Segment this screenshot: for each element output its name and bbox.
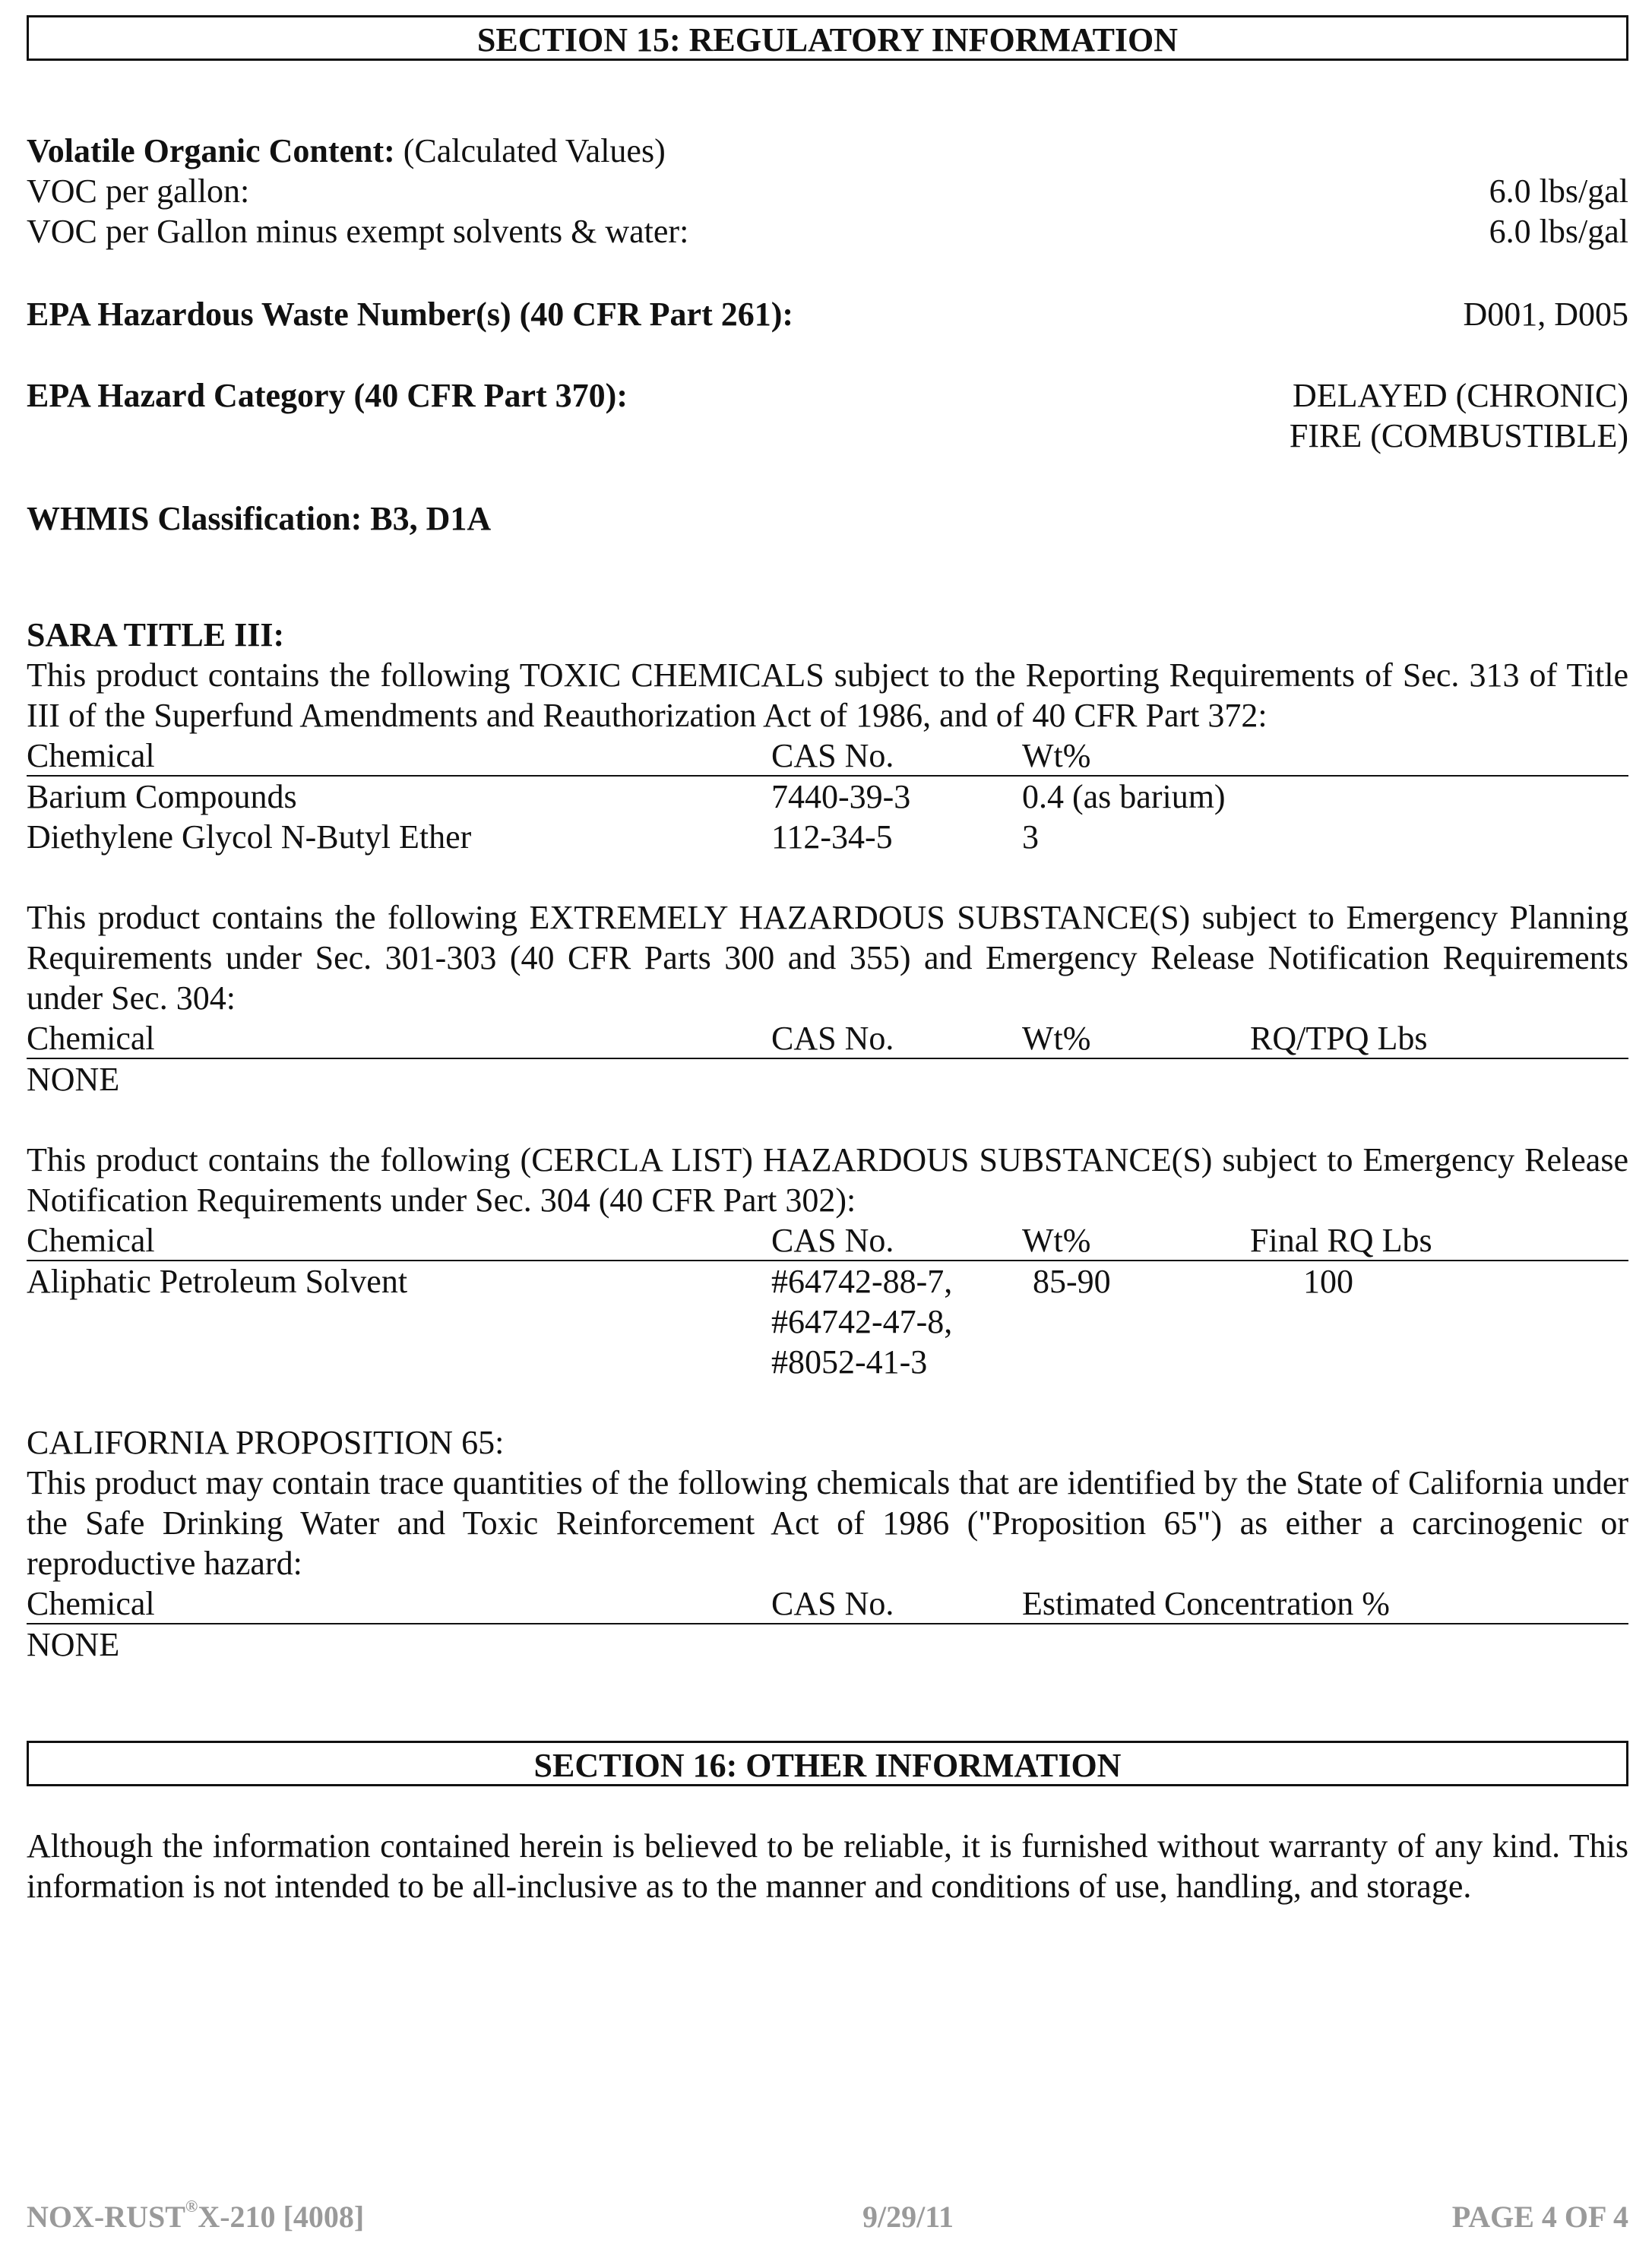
- voc-minus-exempt-label: VOC per Gallon minus exempt solvents & water:: [27, 213, 689, 250]
- toxic-row-wt: 0.4 (as barium): [1022, 778, 1226, 815]
- voc-minus-exempt-row: [27, 211, 1628, 251]
- ehs-table-header: [27, 1018, 1628, 1059]
- toxic-row-chemical: Diethylene Glycol N-Butyl Ether: [27, 818, 472, 856]
- page-footer: [27, 2199, 1628, 2235]
- epa-hazard-row: [27, 375, 1628, 456]
- toxic-row-chemical: Barium Compounds: [27, 778, 297, 815]
- toxic-row-wt: 3: [1022, 818, 1039, 856]
- epa-hazard-value-1: DELAYED (CHRONIC): [1292, 377, 1628, 414]
- prop65-none: NONE: [27, 1626, 120, 1663]
- section-16-text: Although the information contained herein is believed to be reliable, it is furnished without warranty of any kind. This information is not intended to be all-inclusive as to the manner and conditions of use, handling, and storage.: [27, 1827, 1628, 1905]
- cercla-row-chemical: Aliphatic Petroleum Solvent: [27, 1263, 408, 1300]
- footer-trademark: ®: [185, 2197, 198, 2216]
- voc-per-gallon-row: [27, 171, 1628, 211]
- cercla-header-wt: Wt%: [1022, 1222, 1091, 1259]
- ehs-header-wt: Wt%: [1022, 1020, 1091, 1057]
- ehs-header-chemical: Chemical: [27, 1020, 155, 1057]
- prop65-title: CALIFORNIA PROPOSITION 65:: [27, 1424, 505, 1461]
- section-16-header: SECTION 16: OTHER INFORMATION: [27, 1741, 1628, 1786]
- section-15-header: SECTION 15: REGULATORY INFORMATION: [27, 15, 1628, 61]
- voc-per-gallon-label: VOC per gallon:: [27, 172, 250, 210]
- cercla-row-wt: 85-90: [1033, 1263, 1111, 1300]
- epa-waste-label: EPA Hazardous Waste Number(s) (40 CFR Part 261):: [27, 296, 794, 333]
- table-row: [27, 1261, 1628, 1382]
- toxic-row-cas: 112-34-5: [771, 818, 893, 856]
- cercla-row-cas-list: [771, 1261, 1022, 1382]
- voc-minus-exempt-value: 6.0 lbs/gal: [1489, 213, 1628, 250]
- cercla-row-cas: #64742-47-8,: [771, 1303, 953, 1340]
- epa-waste-value: D001, D005: [1463, 296, 1628, 333]
- toxic-header-chemical: Chemical: [27, 737, 155, 774]
- footer-product: [27, 2199, 364, 2235]
- footer-product-name: NOX-RUST: [27, 2200, 185, 2234]
- voc-heading: [27, 131, 1628, 171]
- ehs-header-cas: CAS No.: [771, 1020, 894, 1057]
- sara-ehs-intro: This product contains the following EXTREMELY HAZARDOUS SUBSTANCE(S) subject to Emergency Planning Requirements under Sec. 301-303 (40 CFR Parts 300 and 355) and Emergency Release Notification Requirements under Sec. 304:: [27, 899, 1628, 1017]
- table-row: [27, 817, 1628, 857]
- cercla-row-cas: #64742-88-7,: [771, 1263, 953, 1300]
- prop65-header-concentration: Estimated Concentration %: [1022, 1585, 1390, 1622]
- toxic-header-wt: Wt%: [1022, 737, 1091, 774]
- footer-date: 9/29/11: [862, 2200, 954, 2234]
- sara-cercla-intro: This product contains the following (CERCLA LIST) HAZARDOUS SUBSTANCE(S) subject to Emergency Release Notification Requirements under Sec. 304 (40 CFR Part 302):: [27, 1141, 1628, 1219]
- toxic-table-header: [27, 735, 1628, 777]
- msds-page: [27, 15, 1628, 1906]
- epa-hazard-value-2: FIRE (COMBUSTIBLE): [1289, 417, 1628, 454]
- epa-waste-row: [27, 294, 1628, 334]
- cercla-row-rq: 100: [1303, 1263, 1353, 1300]
- toxic-header-cas: CAS No.: [771, 737, 894, 774]
- ehs-none: NONE: [27, 1061, 120, 1098]
- prop65-table-header: [27, 1583, 1628, 1624]
- voc-heading-label: Volatile Organic Content:: [27, 132, 395, 169]
- cercla-header-cas: CAS No.: [771, 1222, 894, 1259]
- footer-product-code: X-210 [4008]: [198, 2200, 365, 2234]
- prop65-intro: This product may contain trace quantities of the following chemicals that are identified by the State of California under the Safe Drinking Water and Toxic Reinforcement Act of 1986 ("Proposition 65") as either a carcinogenic or reproductive hazard:: [27, 1464, 1628, 1582]
- sara-toxic-intro: This product contains the following TOXIC CHEMICALS subject to the Reporting Requirements of Sec. 313 of Title III of the Superfund Amendments and Reauthorization Act of 1986, and of 40 CFR Part 372:: [27, 656, 1628, 734]
- sara-title: SARA TITLE III:: [27, 616, 285, 653]
- footer-page-number: PAGE 4 OF 4: [1451, 2200, 1628, 2234]
- prop65-header-chemical: Chemical: [27, 1585, 155, 1622]
- whmis-classification: WHMIS Classification: B3, D1A: [27, 500, 492, 537]
- epa-hazard-label: EPA Hazard Category (40 CFR Part 370):: [27, 377, 628, 414]
- ehs-header-rq: RQ/TPQ Lbs: [1250, 1020, 1428, 1057]
- cercla-table-header: [27, 1220, 1628, 1261]
- cercla-row-cas: #8052-41-3: [771, 1343, 928, 1381]
- epa-hazard-values: [1290, 375, 1628, 456]
- voc-heading-note: (Calculated Values): [403, 132, 666, 169]
- cercla-header-chemical: Chemical: [27, 1222, 155, 1259]
- prop65-header-cas: CAS No.: [771, 1585, 894, 1622]
- toxic-row-cas: 7440-39-3: [771, 778, 911, 815]
- table-row: [27, 777, 1628, 817]
- cercla-header-rq: Final RQ Lbs: [1250, 1222, 1432, 1259]
- voc-per-gallon-value: 6.0 lbs/gal: [1489, 172, 1628, 210]
